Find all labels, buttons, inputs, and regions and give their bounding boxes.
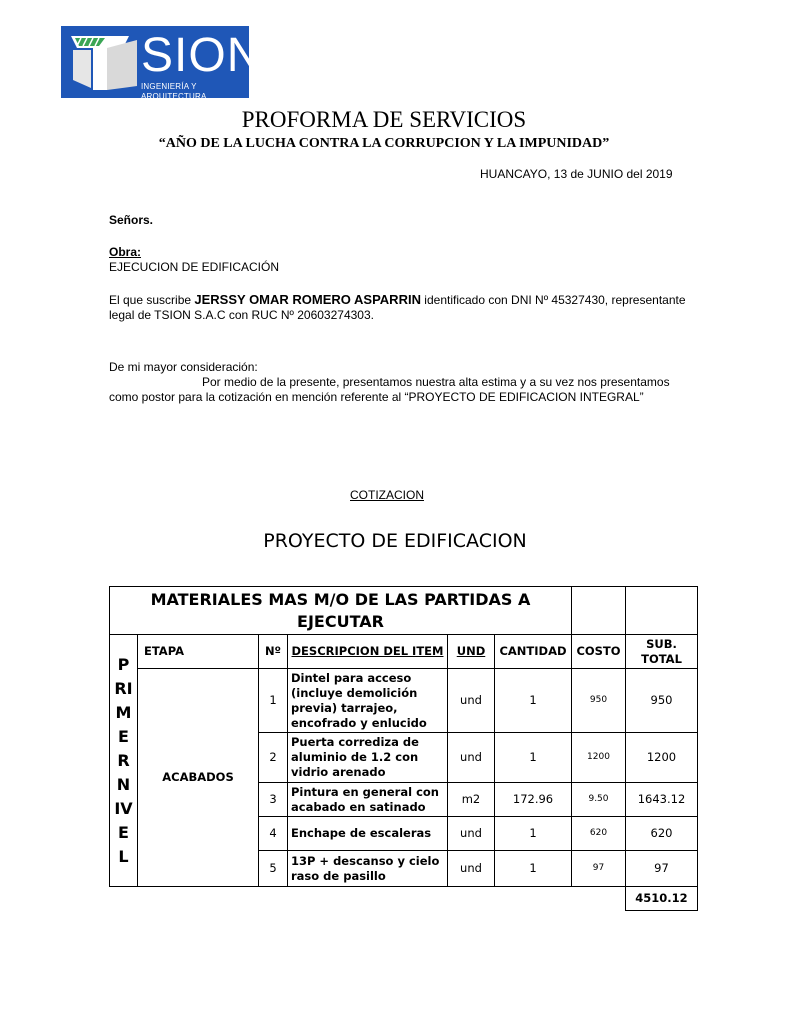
subscriber-pre: El que suscribe xyxy=(109,293,195,307)
row-subtotal: 1643.12 xyxy=(626,783,698,817)
stage-cell: ACABADOS xyxy=(138,669,259,887)
row-subtotal: 97 xyxy=(626,851,698,887)
row-subtotal: 620 xyxy=(626,817,698,851)
subscriber-name: JERSSY OMAR ROMERO ASPARRIN xyxy=(194,292,421,307)
col-desc: DESCRIPCION DEL ITEM xyxy=(288,635,448,669)
row-und: und xyxy=(448,851,495,887)
row-und: und xyxy=(448,817,495,851)
logo-name: SION xyxy=(141,29,263,82)
row-und: m2 xyxy=(448,783,495,817)
subscriber-line xyxy=(109,292,686,308)
greeting: Señors. xyxy=(109,213,154,227)
quote-table xyxy=(109,586,698,911)
row-desc: Dintel para acceso (incluye demolición previa) tarrajeo, encofrado y enlucido xyxy=(288,669,448,733)
row-costo: 1200 xyxy=(572,733,626,783)
quote-label: COTIZACION xyxy=(350,488,424,502)
row-cantidad: 1 xyxy=(495,851,572,887)
document-subtitle: “AÑO DE LA LUCHA CONTRA LA CORRUPCION Y LA IMPUNIDAD” xyxy=(158,136,610,151)
row-num: 3 xyxy=(259,783,288,817)
row-cantidad: 172.96 xyxy=(495,783,572,817)
body-line-2: como postor para la cotización en mención referente al “PROYECTO DE EDIFICACION INTEGRAL” xyxy=(109,390,644,404)
col-und: UND xyxy=(448,635,495,669)
document-date: HUANCAYO, 13 de JUNIO del 2019 xyxy=(480,167,673,181)
col-costo: COSTO xyxy=(572,635,626,669)
row-und: und xyxy=(448,733,495,783)
row-costo: 9.50 xyxy=(572,783,626,817)
row-costo: 97 xyxy=(572,851,626,887)
row-num: 5 xyxy=(259,851,288,887)
row-cantidad: 1 xyxy=(495,817,572,851)
row-num: 2 xyxy=(259,733,288,783)
company-logo xyxy=(61,26,263,101)
project-title: PROYECTO DE EDIFICACION xyxy=(263,530,527,552)
logo-subtitle: INGENIERÍA Y ARQUITECTURA xyxy=(141,82,207,101)
row-costo: 620 xyxy=(572,817,626,851)
table-title: MATERIALES MAS M/O DE LAS PARTIDAS A EJECUTAR xyxy=(110,587,572,635)
consideration: De mi mayor consideración: xyxy=(109,360,258,374)
side-label: P RI M E R N IV E L xyxy=(110,635,138,887)
row-desc: Enchape de escaleras xyxy=(288,817,448,851)
row-subtotal: 950 xyxy=(626,669,698,733)
col-etapa: ETAPA xyxy=(138,635,259,669)
row-desc: Puerta corrediza de aluminio de 1.2 con vidrio arenado xyxy=(288,733,448,783)
blank-cell xyxy=(572,587,626,635)
col-cantidad: CANTIDAD xyxy=(495,635,572,669)
row-desc: Pintura en general con acabado en satinado xyxy=(288,783,448,817)
table-row xyxy=(110,669,698,733)
document-title: PROFORMA DE SERVICIOS xyxy=(241,107,527,132)
blank-cell xyxy=(110,887,626,911)
total-cell: 4510.12 xyxy=(626,887,698,911)
row-desc: 13P + descanso y cielo raso de pasillo xyxy=(288,851,448,887)
row-und: und xyxy=(448,669,495,733)
col-num: Nº xyxy=(259,635,288,669)
obra-label: Obra: xyxy=(109,245,142,259)
legal-line: legal de TSION S.A.C con RUC Nº 20603274303. xyxy=(109,308,374,322)
row-subtotal: 1200 xyxy=(626,733,698,783)
body-line-1: Por medio de la presente, presentamos nuestra alta estima y a su vez nos presentamos xyxy=(202,375,670,389)
logo-graphic-icon xyxy=(65,30,141,94)
row-cantidad: 1 xyxy=(495,669,572,733)
row-num: 1 xyxy=(259,669,288,733)
row-cantidad: 1 xyxy=(495,733,572,783)
subscriber-post: identificado con DNI Nº 45327430, representante xyxy=(420,293,686,307)
obra-value: EJECUCION DE EDIFICACIÓN xyxy=(109,260,280,274)
row-costo: 950 xyxy=(572,669,626,733)
row-num: 4 xyxy=(259,817,288,851)
col-subtotal: SUB. TOTAL xyxy=(626,635,698,669)
blank-cell xyxy=(626,587,698,635)
